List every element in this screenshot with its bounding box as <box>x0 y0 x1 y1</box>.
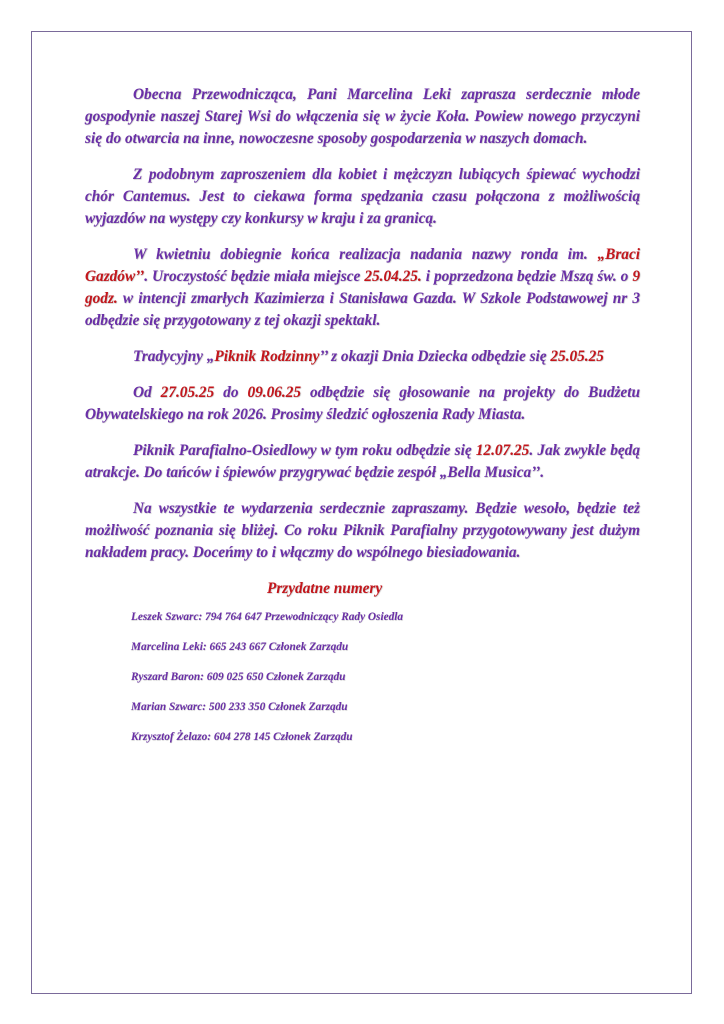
picnic-name: Piknik Rodzinny <box>214 348 320 365</box>
vote-end-date: 09.06.25 <box>247 384 301 401</box>
paragraph-civic-budget <box>85 382 640 426</box>
roundabout-name: „Braci Gazdów’’ <box>85 246 640 285</box>
text-fragment: odbędzie się głosowanie na projekty do Budżetu Obywatelskiego na rok 2026. Prosimy śledzić ogłoszenia Rady Miasta. <box>85 384 640 423</box>
contact-item: Krzysztof Żelazo: 604 278 145 Członek Zarządu <box>131 731 353 743</box>
newsletter-content <box>85 84 640 760</box>
paragraph-invitation <box>85 498 640 564</box>
contact-item: Leszek Szwarc: 794 764 647 Przewodniczący Rady Osiedla <box>131 611 404 623</box>
text-fragment: . Jak zwykle będą atrakcje. Do tańców i śpiewów przygrywać będzie zespół „Bella Musica’’. <box>85 442 640 481</box>
paragraph-roundabout <box>85 244 640 332</box>
vote-start-date: 27.05.25 <box>160 384 215 401</box>
paragraph-text: Na wszystkie te wydarzenia serdecznie zapraszamy. Będzie wesoło, będzie też możliwość poznania się bliżej. Co roku Piknik Parafialny przygotowywany jest dużym nakładem pracy. Doceńmy to i włączmy do wspólnego biesiadowania. <box>85 500 640 561</box>
contact-item: Marian Szwarc: 500 233 350 Członek Zarządu <box>131 701 348 713</box>
ceremony-date: 25.04.25. <box>364 268 422 285</box>
paragraph-text: Z podobnym zaproszeniem dla kobiet i mężczyzn lubiących śpiewać wychodzi chór Cantemus. Jest to ciekawa forma spędzania czasu połączona z możliwością wyjazdów na występy czy konkursy w kraju i za granicą. <box>85 166 640 227</box>
text-fragment: ’’ z okazji Dnia Dziecka odbędzie się <box>319 348 551 365</box>
text-fragment: Tradycyjny „ <box>133 348 215 365</box>
contact-item: Ryszard Baron: 609 025 650 Członek Zarządu <box>131 671 346 683</box>
text-fragment: i poprzedzona będzie Mszą św. o <box>421 268 633 285</box>
text-fragment: W kwietniu dobiegnie końca realizacja nadania nazwy ronda im. <box>133 246 598 263</box>
contact-item: Marcelina Leki: 665 243 667 Członek Zarządu <box>131 641 349 653</box>
text-fragment: Piknik Parafialno-Osiedlowy w tym roku odbędzie się <box>133 442 476 459</box>
contacts-list <box>85 610 640 745</box>
paragraph-text: Obecna Przewodnicząca, Pani Marcelina Leki zaprasza serdecznie młode gospodynie naszej Starej Wsi do włączenia się w życie Koła. Powiew nowego przyczyni się do otwarcia na inne, nowoczesne sposoby gospodarzenia w naszych domach. <box>85 86 640 147</box>
paragraph-choir <box>85 164 640 230</box>
text-fragment: Od <box>133 384 161 401</box>
text-fragment: do <box>214 384 248 401</box>
picnic-date: 25.05.25 <box>550 348 604 365</box>
paragraph-women-circle <box>85 84 640 150</box>
mass-time: 9 godz. <box>85 268 640 307</box>
useful-numbers-heading: Przydatne numery <box>267 580 383 597</box>
text-fragment: w intencji zmarłych Kazimierza i Stanisława Gazda. W Szkole Podstawowej nr 3 odbędzie się przygotowany z tej okazji spektakl. <box>85 290 640 329</box>
parish-picnic-date: 12.07.25 <box>475 442 530 459</box>
paragraph-family-picnic <box>85 346 640 368</box>
paragraph-parish-picnic <box>85 440 640 484</box>
text-fragment: . Uroczystość będzie miała miejsce <box>144 268 365 285</box>
